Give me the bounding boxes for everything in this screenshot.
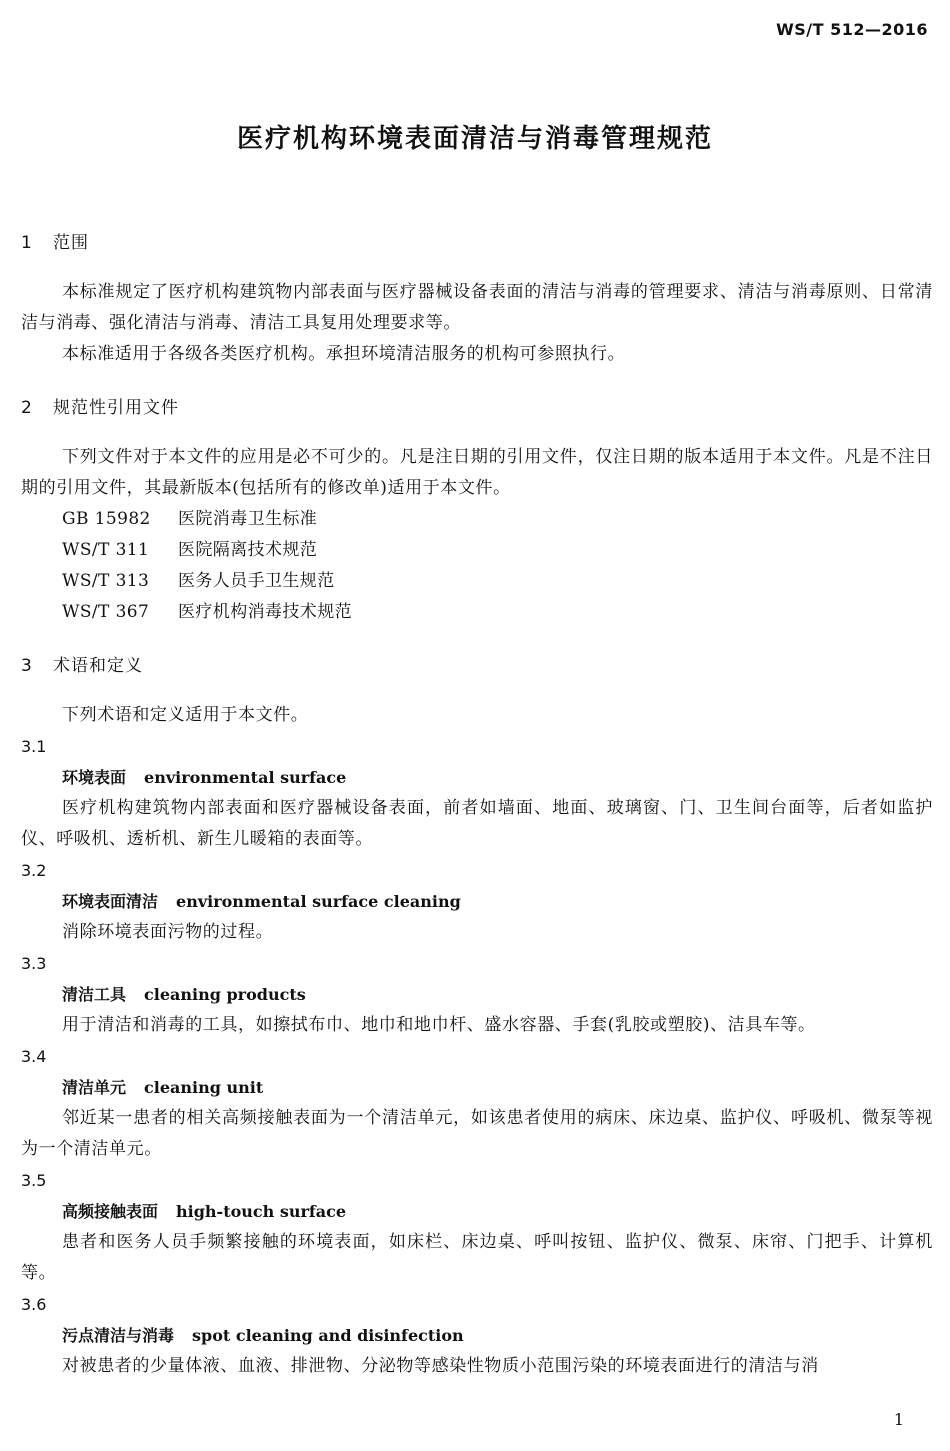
term-name — [21, 1072, 933, 1103]
reference-code: WS/T 311 — [62, 540, 150, 560]
standard-number: WS/T 512—2016 — [776, 20, 928, 39]
term-name — [21, 762, 933, 793]
reference-code: GB 15982 — [62, 509, 151, 529]
term-zh: 污点清洁与消毒 — [62, 1326, 175, 1345]
term-zh: 清洁工具 — [62, 985, 127, 1004]
term-name — [21, 1196, 933, 1227]
term-number: 3.1 — [21, 737, 47, 756]
term-en: environmental surface — [144, 768, 347, 787]
term-zh: 清洁单元 — [62, 1078, 127, 1097]
section-number: 1 — [21, 233, 33, 253]
term-number: 3.5 — [21, 1171, 47, 1190]
term-number: 3.2 — [21, 861, 47, 880]
section-title: 术语和定义 — [53, 656, 143, 676]
term-name — [21, 886, 933, 917]
reference-item — [21, 566, 933, 597]
term-zh: 环境表面 — [62, 768, 127, 787]
term-en: cleaning products — [144, 985, 306, 1004]
term-en: cleaning unit — [144, 1078, 264, 1097]
term-en: environmental surface cleaning — [176, 892, 461, 911]
paragraph: 下列术语和定义适用于本文件。 — [62, 705, 309, 725]
reference-code: WS/T 367 — [62, 602, 150, 622]
term-definition: 用于清洁和消毒的工具，如擦拭布巾、地巾和地巾杆、盛水容器、手套(乳胶或塑胶)、洁具车等。 — [62, 1015, 816, 1035]
section-title: 范围 — [53, 233, 89, 253]
section-title: 规范性引用文件 — [53, 398, 179, 418]
term-number: 3.4 — [21, 1047, 47, 1066]
document-title: 医疗机构环境表面清洁与消毒管理规范 — [236, 124, 713, 154]
document-body — [21, 205, 933, 1382]
section-3-heading — [21, 646, 933, 686]
term-zh: 高频接触表面 — [62, 1202, 159, 1221]
section-2-heading — [21, 388, 933, 428]
term-definition: 医疗机构建筑物内部表面和医疗器械设备表面，前者如墙面、地面、玻璃窗、门、卫生间台面等，后者如监护仪、呼吸机、透析机、新生儿暖箱的表面等。 — [21, 798, 933, 849]
section-number: 3 — [21, 656, 33, 676]
section-number: 2 — [21, 398, 33, 418]
reference-item — [21, 504, 933, 535]
term-definition: 邻近某一患者的相关高频接触表面为一个清洁单元，如该患者使用的病床、床边桌、监护仪、呼吸机、微泵等视为一个清洁单元。 — [21, 1108, 933, 1159]
term-number: 3.6 — [21, 1295, 47, 1314]
paragraph: 本标准适用于各级各类医疗机构。承担环境清洁服务的机构可参照执行。 — [62, 344, 626, 364]
page-number: 1 — [893, 1410, 904, 1429]
section-1-heading — [21, 223, 933, 263]
term-name — [21, 1320, 933, 1351]
reference-title: 医院隔离技术规范 — [178, 540, 318, 560]
reference-title: 医疗机构消毒技术规范 — [178, 602, 352, 622]
reference-item — [21, 597, 933, 628]
term-name — [21, 979, 933, 1010]
term-definition: 消除环境表面污物的过程。 — [62, 922, 274, 942]
reference-title: 医院消毒卫生标准 — [178, 509, 318, 529]
term-zh: 环境表面清洁 — [62, 892, 159, 911]
paragraph: 本标准规定了医疗机构建筑物内部表面与医疗器械设备表面的清洁与消毒的管理要求、清洁与消毒原则、日常清洁与消毒、强化清洁与消毒、清洁工具复用处理要求等。 — [21, 282, 933, 333]
reference-title: 医务人员手卫生规范 — [178, 571, 335, 591]
paragraph: 下列文件对于本文件的应用是必不可少的。凡是注日期的引用文件，仅注日期的版本适用于本文件。凡是不注日期的引用文件，其最新版本(包括所有的修改单)适用于本文件。 — [21, 447, 933, 498]
term-number: 3.3 — [21, 954, 47, 973]
reference-item — [21, 535, 933, 566]
term-en: high-touch surface — [176, 1202, 347, 1221]
term-en: spot cleaning and disinfection — [192, 1326, 464, 1345]
term-definition: 对被患者的少量体液、血液、排泄物、分泌物等感染性物质小范围污染的环境表面进行的清洁与消 — [62, 1356, 819, 1376]
reference-code: WS/T 313 — [62, 571, 150, 591]
term-definition: 患者和医务人员手频繁接触的环境表面，如床栏、床边桌、呼叫按钮、监护仪、微泵、床帘、门把手、计算机等。 — [21, 1232, 933, 1283]
